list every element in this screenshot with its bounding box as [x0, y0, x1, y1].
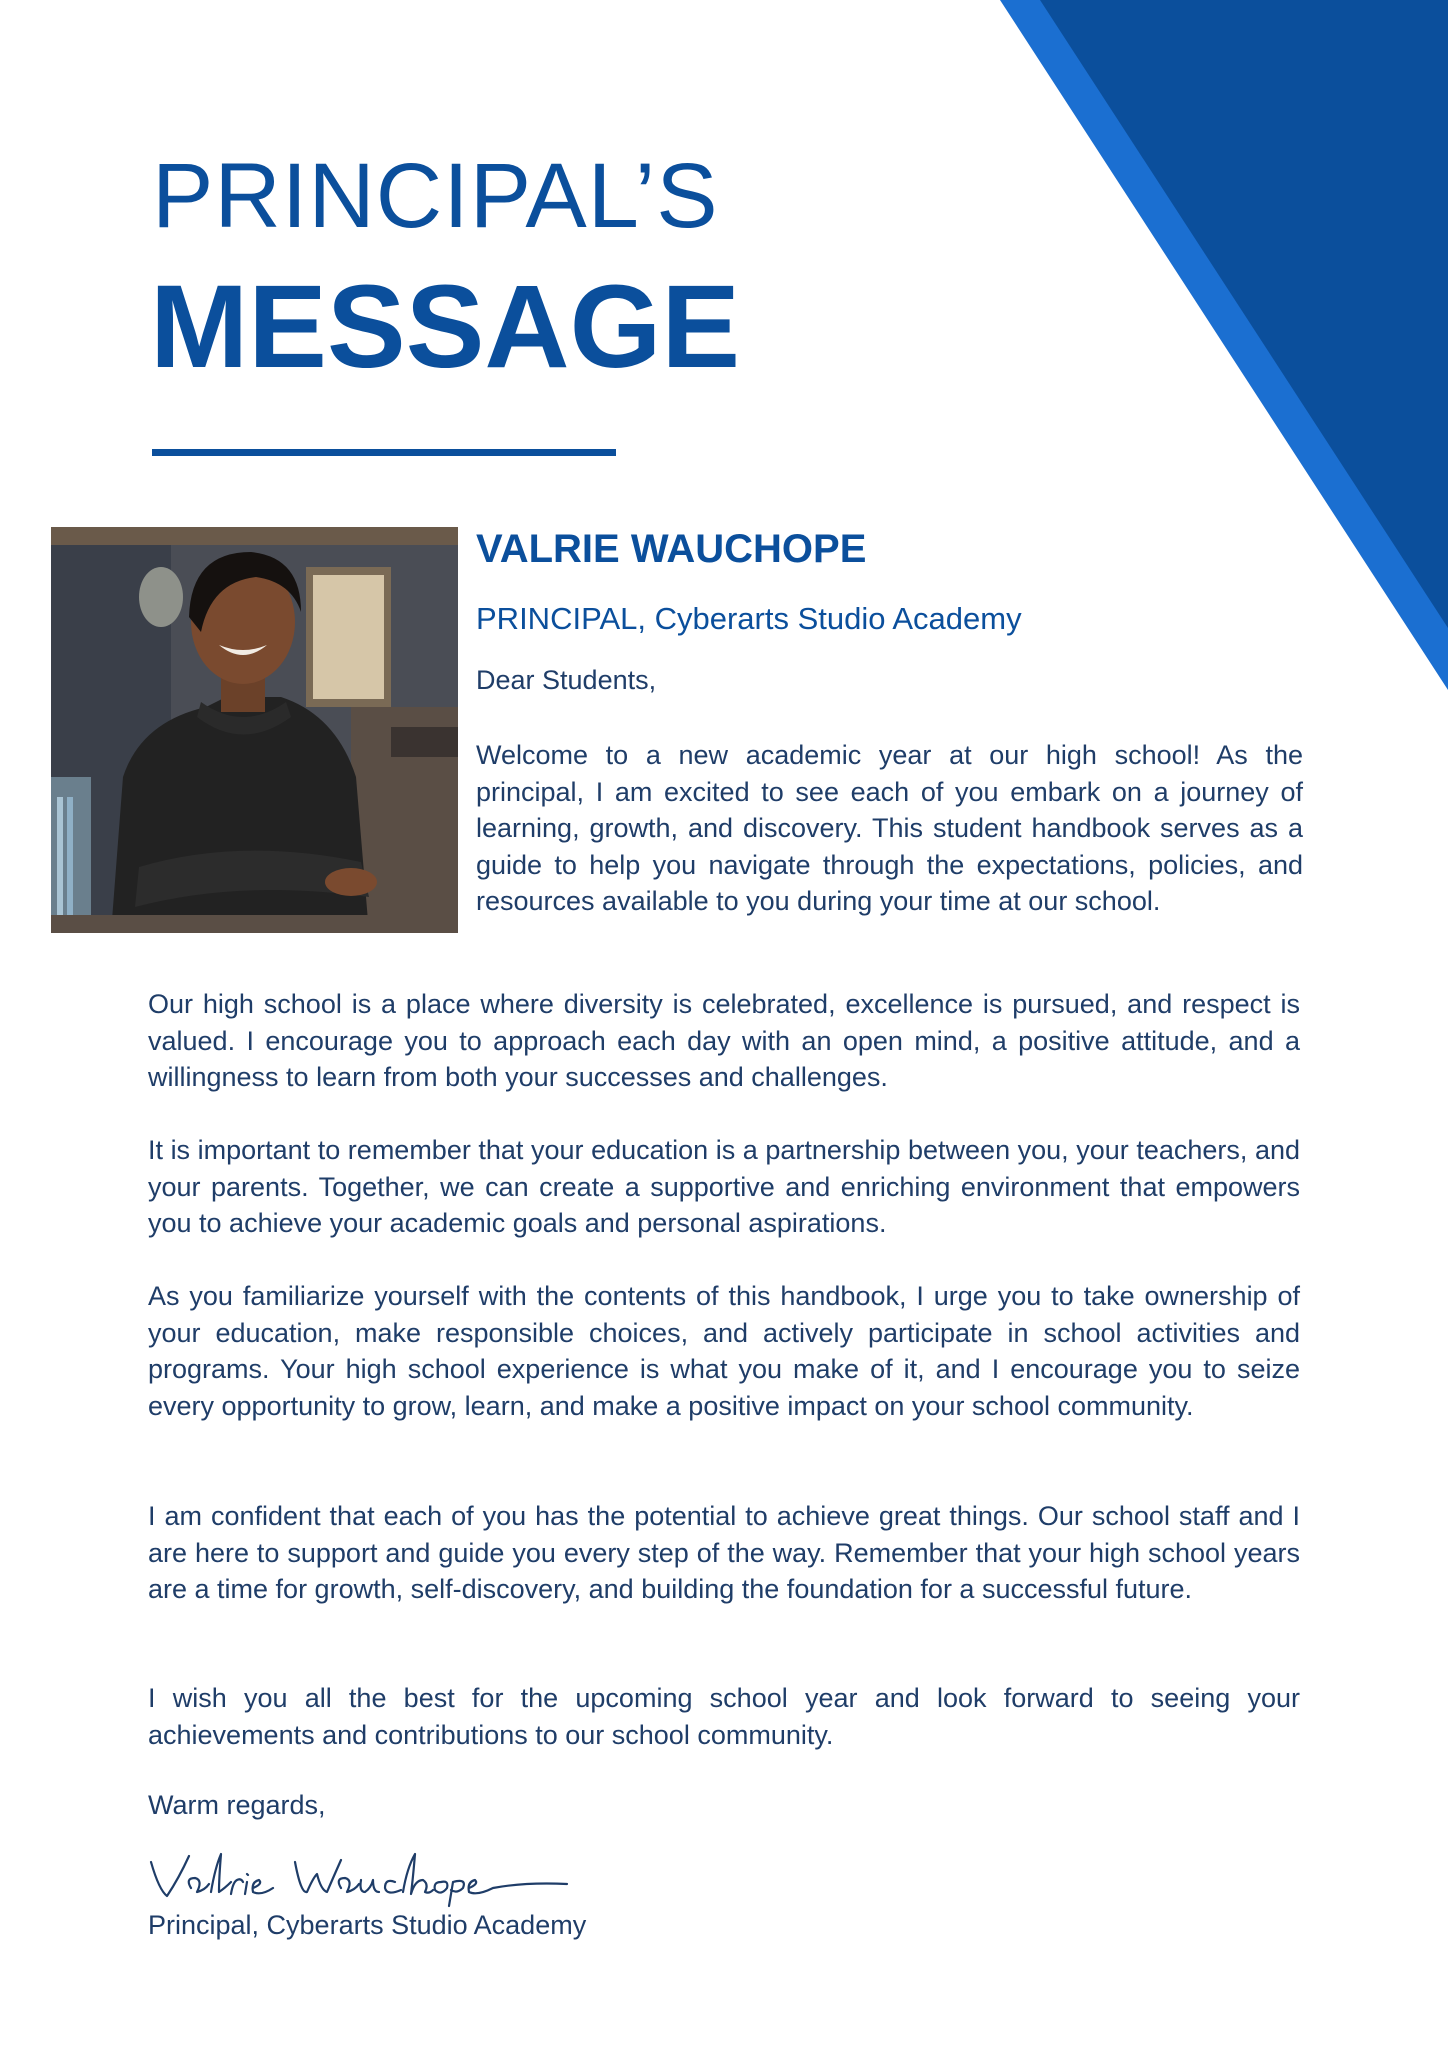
principal-role: PRINCIPAL, Cyberarts Studio Academy	[476, 601, 1022, 636]
letter-paragraph: Our high school is a place where diversity is celebrated, excellence is pursued, and respect is valued. I encourage you to approach each day with an open mind, a positive attitude, and a willingness to learn from both your successes and challenges.	[148, 989, 1300, 1092]
principal-name: VALRIE WAUCHOPE	[476, 527, 867, 571]
page-title-line1: PRINCIPAL’S	[152, 145, 719, 247]
handwritten-signature	[145, 1848, 575, 1908]
page-title-line2: MESSAGE	[150, 261, 741, 393]
letter-greeting: Dear Students,	[476, 665, 657, 695]
principal-photo	[51, 527, 458, 933]
letter-paragraph: I am confident that each of you has the potential to achieve great things. Our school staff and I are here to support and guide you every step of the way. Remember that your high school years are a time for growth, self-discovery, and building the foundation for a successful future.	[148, 1501, 1300, 1604]
signature-title: Principal, Cyberarts Studio Academy	[148, 1910, 587, 1940]
letter-paragraph: Welcome to a new academic year at our high school! As the principal, I am excited to see each of you embark on a journey of learning, growth, and discovery. This student handbook serves as a guide to help you navigate through the expectations, policies, and resources available to you during your time at our school.	[476, 740, 1303, 916]
letter-closing: Warm regards,	[148, 1790, 326, 1820]
letter-paragraph: I wish you all the best for the upcoming school year and look forward to seeing your achievements and contributions to our school community.	[148, 1683, 1300, 1750]
title-underline	[152, 449, 616, 456]
letter-paragraph: As you familiarize yourself with the contents of this handbook, I urge you to take ownership of your education, make responsible choices, and actively participate in school activities and programs. Your high school experience is what you make of it, and I encourage you to seize every opportunity to grow, learn, and make a positive impact on your school community.	[148, 1281, 1300, 1421]
letter-paragraph: It is important to remember that your education is a partnership between you, your teachers, and your parents. Together, we can create a supportive and enriching environment that empowers you to achieve your academic goals and personal aspirations.	[148, 1135, 1300, 1238]
